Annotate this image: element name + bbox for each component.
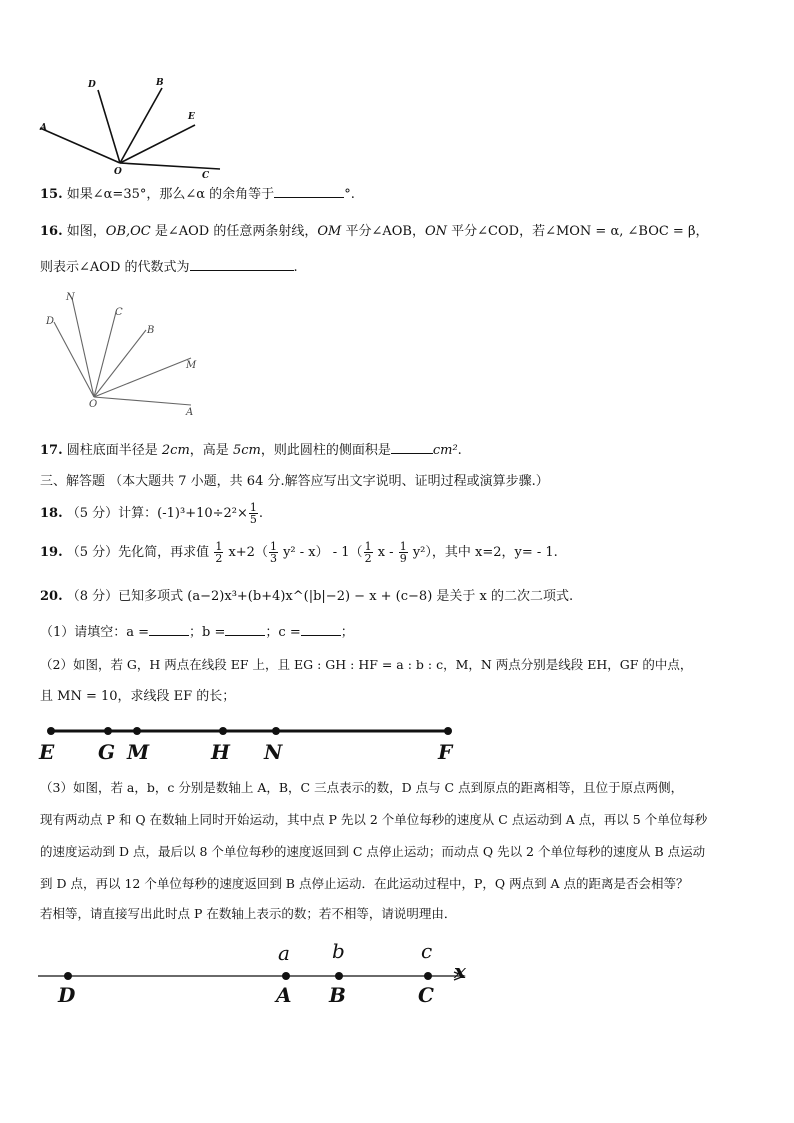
q18-end: .	[258, 506, 264, 521]
point-d	[64, 972, 72, 980]
question-16-line-1	[40, 222, 708, 242]
q17-text-c: ，则此圆柱的侧面积是	[260, 443, 391, 458]
label-d: D	[88, 80, 96, 90]
q16-text-a: 如图，	[66, 224, 106, 239]
ray-od	[98, 90, 120, 163]
label-m: M	[186, 360, 197, 371]
fraction: $\frac{1}{2}$	[215, 540, 223, 565]
q19-text-d: x -	[373, 545, 398, 560]
q17-unit: cm²	[432, 443, 458, 458]
point-h	[219, 727, 227, 735]
q19-text-b: x+2（	[224, 545, 268, 560]
label-o: O	[114, 167, 122, 177]
question-number: 18.	[40, 506, 63, 521]
q20-text: （8 分）已知多项式 (a−2)x³+(b+4)x^(|b|−2) − x + (c−8) 是关于 x 的二次二项式.	[66, 589, 574, 604]
ray-oa	[40, 128, 120, 163]
label-b-value: b	[332, 939, 345, 963]
question-20-part-2-line-1: （2）如图，若 G，H 两点在线段 EF 上，且 EG : GH : HF = a : b : c，M，N 两点分别是线段 EH，GF 的中点，	[40, 657, 693, 672]
answer-blank	[274, 197, 344, 198]
label-e: E	[39, 740, 55, 764]
angle-figure-2	[36, 290, 206, 420]
label-c: C	[115, 307, 123, 318]
label-b: B	[147, 325, 155, 336]
q20-p1-a: （1）请填空：a =	[40, 625, 150, 640]
q19-text-e: y²），其中 x=2，y= - 1.	[408, 545, 558, 560]
q17-height: 5cm	[232, 443, 261, 458]
question-end: °.	[344, 187, 355, 202]
q20-p1-d: ；	[340, 625, 354, 640]
ray-oc	[120, 163, 220, 169]
label-a: A	[276, 983, 292, 1007]
label-g: G	[98, 740, 116, 764]
point-n	[272, 727, 280, 735]
answer-blank	[190, 270, 294, 271]
label-c: C	[202, 171, 210, 181]
q20-p1-b: ；b =	[189, 625, 226, 640]
question-number: 17.	[40, 443, 63, 458]
point-f	[444, 727, 452, 735]
point-a	[282, 972, 290, 980]
label-c: C	[418, 983, 434, 1007]
question-20-line-1	[40, 587, 573, 607]
axis-x-label: x	[454, 959, 466, 983]
number-line-figure	[36, 938, 476, 1010]
label-n: N	[66, 292, 75, 303]
q16-text-2: 则表示∠AOD 的代数式为	[40, 260, 190, 275]
point-e	[47, 727, 55, 735]
question-number: 15.	[40, 187, 63, 202]
fraction: $\frac{1}{9}$	[399, 540, 407, 565]
label-o: O	[89, 399, 98, 410]
q17-text-b: ，高是	[189, 443, 233, 458]
q19-text-a: （5 分）先化简，再求值	[66, 545, 214, 560]
label-a: A	[40, 123, 47, 133]
label-a: A	[186, 407, 194, 418]
segment-figure	[36, 720, 466, 765]
point-g	[104, 727, 112, 735]
q17-text-a: 圆柱底面半径是	[66, 443, 162, 458]
label-d: D	[46, 316, 55, 327]
label-d: D	[58, 983, 76, 1007]
q16-rays: OB,OC	[105, 224, 151, 239]
q16-text-c: 是∠AOD 的任意两条射线，	[150, 224, 318, 239]
question-20-part-3-line-2: 现有两动点 P 和 Q 在数轴上同时开始运动，其中点 P 先以 2 个单位每秒的速度从 C 点运动到 A 点，再以 5 个单位每秒	[40, 812, 708, 827]
question-15	[40, 185, 355, 205]
question-20-part-3-line-5: 若相等，请直接写出此时点 P 在数轴上表示的数；若不相等，请说明理由．	[40, 906, 457, 921]
q16-text-g: 平分∠COD，若∠MON = α, ∠BOC = β，	[447, 224, 709, 239]
point-c	[424, 972, 432, 980]
angle-figure-1	[30, 70, 230, 185]
question-20-part-3-line-1: （3）如图，若 a，b，c 分别是数轴上 A，B，C 三点表示的数，D 点与 C 点到原点的距离相等，且位于原点两侧，	[40, 780, 684, 795]
q20-p1-c: ；c =	[265, 625, 301, 640]
label-e: E	[188, 112, 195, 122]
question-number: 20.	[40, 589, 63, 604]
label-f: F	[438, 740, 453, 764]
label-h: H	[211, 740, 230, 764]
question-18	[40, 501, 263, 527]
fraction: $\frac{1}{2}$	[364, 540, 372, 565]
question-20-part-3-line-3: 的速度运动到 D 点，最后以 8 个单位每秒的速度返回到 C 点停止运动；而动点 Q 先以 2 个单位每秒的速度从 B 点运动	[40, 844, 706, 859]
question-16-line-2	[40, 258, 298, 278]
ray-on	[72, 298, 94, 397]
q19-text-c: y² - x） - 1（	[278, 545, 363, 560]
question-number: 19.	[40, 545, 63, 560]
label-m: M	[127, 740, 150, 764]
point-m	[133, 727, 141, 735]
q16-on: ON	[424, 224, 448, 239]
fraction: $\frac{1}{3}$	[269, 540, 277, 565]
fraction: $\frac{1}{5}$	[249, 501, 257, 526]
q16-end: .	[293, 260, 298, 275]
q16-text-e: 平分∠AOB，	[341, 224, 425, 239]
q18-text: （5 分）计算：(-1)³+10÷2²×	[66, 506, 248, 521]
label-n: N	[264, 740, 283, 764]
point-b	[335, 972, 343, 980]
q17-radius: 2cm	[161, 443, 190, 458]
question-20-part-2-line-2: 且 MN = 10，求线段 EF 的长；	[40, 689, 236, 704]
label-b: B	[156, 78, 164, 88]
answer-blank	[391, 453, 433, 454]
ray-oc	[94, 312, 116, 397]
question-text: 如果∠α=35°，那么∠α 的余角等于	[66, 187, 275, 202]
ray-od	[54, 322, 94, 397]
answer-blank-c	[301, 635, 341, 636]
q16-om: OM	[317, 224, 342, 239]
answer-blank-b	[225, 635, 265, 636]
label-c-value: c	[421, 939, 433, 963]
question-17	[40, 441, 462, 461]
question-19	[40, 540, 558, 566]
answer-blank-a	[149, 635, 189, 636]
label-b: B	[329, 983, 346, 1007]
question-20-part-1	[40, 623, 354, 643]
question-20-part-3-line-4: 到 D 点，再以 12 个单位每秒的速度返回到 B 点停止运动．在此运动过程中，P，Q 两点到 A 点的距离是否会相等？	[40, 876, 689, 891]
ray-oa	[94, 397, 191, 405]
question-number: 16.	[40, 224, 63, 239]
label-a-value: a	[278, 941, 290, 965]
q17-end: .	[457, 443, 462, 458]
section-3-heading: 三、解答题 （本大题共 7 小题，共 64 分.解答应写出文字说明、证明过程或演算步骤.）	[40, 474, 549, 489]
